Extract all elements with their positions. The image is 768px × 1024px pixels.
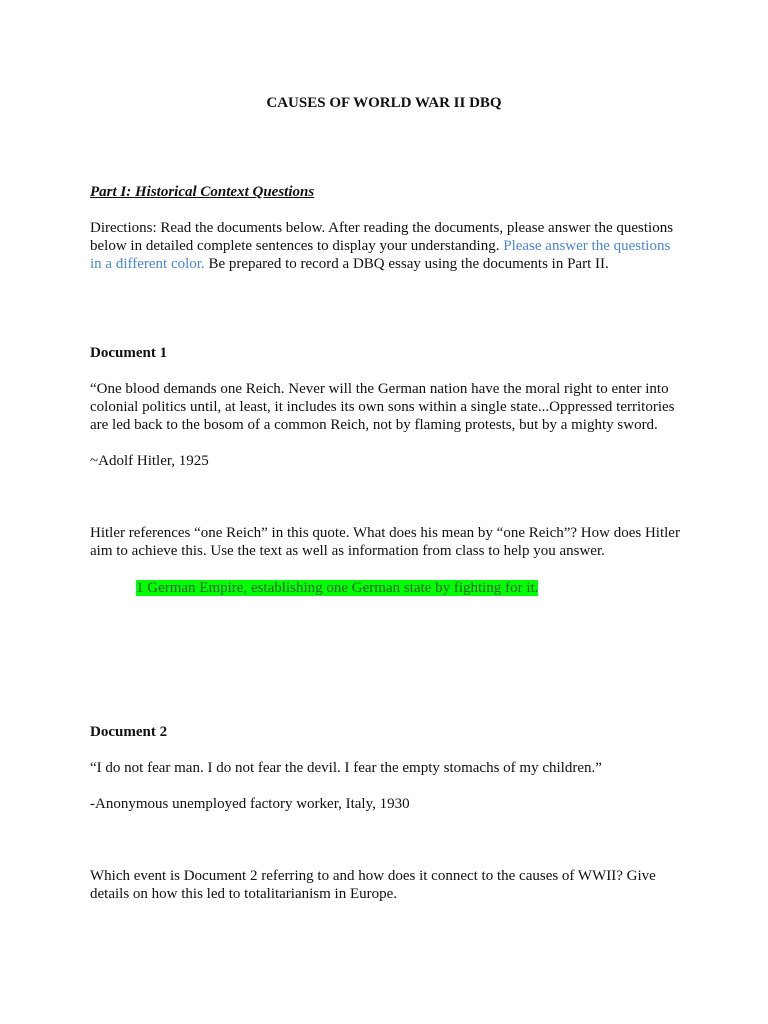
directions-text-end: Be prepared to record a DBQ essay using the documents in Part II. [204,256,609,272]
document-1-question: Hitler references “one Reich” in this quote. What does his mean by “one Reich”? How does Hitler aim to achieve this. Use the text as well as information from class to help you answer. [90,525,680,559]
document-2-quote: “I do not fear man. I do not fear the devil. I fear the empty stomachs of my children.” [90,760,602,776]
directions-paragraph [90,219,682,273]
document-1-heading: Document 1 [90,345,168,361]
document-2-attribution: -Anonymous unemployed factory worker, Italy, 1930 [90,796,410,812]
document-title: CAUSES OF WORLD WAR II DBQ [266,95,502,111]
document-2-heading: Document 2 [90,724,168,740]
directions-text: Directions: Read the documents below. After reading the documents, please answer the questions below in detailed complete sentences to display your understanding. [90,220,674,254]
answer-highlight-text[interactable]: 1 German Empire, establishing one German state by fighting for it. [136,580,539,596]
document-2-question: Which event is Document 2 referring to and how does it connect to the causes of WWII? Give details on how this led to totalitarianism in Europe. [90,868,656,902]
part-1-heading: Part I: Historical Context Questions [90,184,315,200]
document-1-quote: “One blood demands one Reich. Never will the German nation have the moral right to enter into colonial politics until, at least, it includes its own sons within a single state...Oppressed territories are led back to the bosom of a common Reich, not by flaming protests, but by a mighty sword. [90,381,675,433]
document-1-answer[interactable] [136,579,696,597]
directions-colored-text: Please answer the questions in a different color. [90,238,671,272]
document-1-attribution: ~Adolf Hitler, 1925 [90,453,209,469]
